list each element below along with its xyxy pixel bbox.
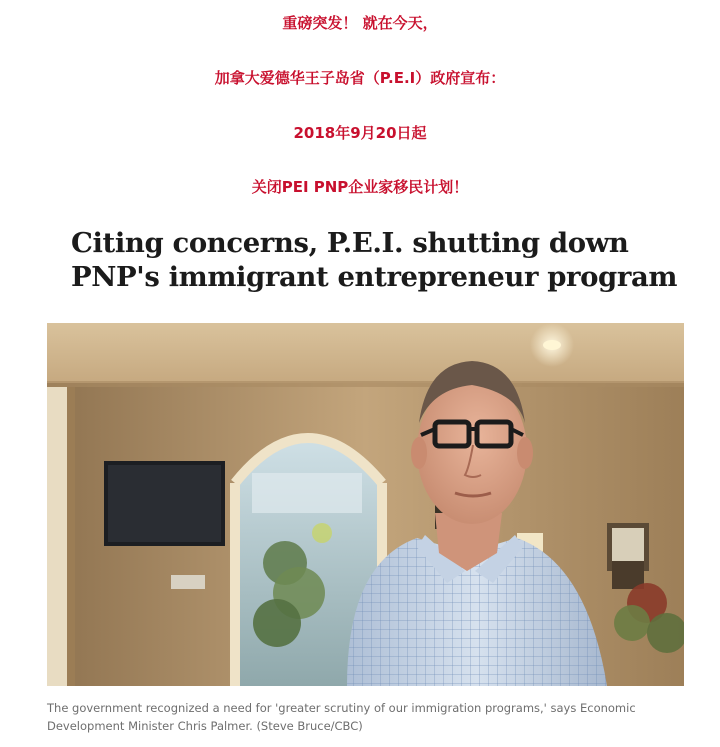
article-photo [47, 323, 684, 686]
article-headline: Citing concerns, P.E.I. shutting down PNP's immigrant entrepreneur program [71, 227, 678, 293]
intro-line-3: 2018年9月20日起 [293, 124, 427, 142]
intro-line-4: 关闭PEI PNP企业家移民计划！ [251, 178, 469, 196]
photo-caption: The government recognized a need for 'greater scrutiny of our immigration programs,' says Economic Development Minister Chris Palmer. (Steve Bruce/CBC) [47, 701, 636, 733]
intro-line-2: 加拿大爱德华王子岛省（P.E.I）政府宣布： [214, 69, 506, 87]
intro-line-1: 重磅突发！ 就在今天， [282, 14, 438, 32]
